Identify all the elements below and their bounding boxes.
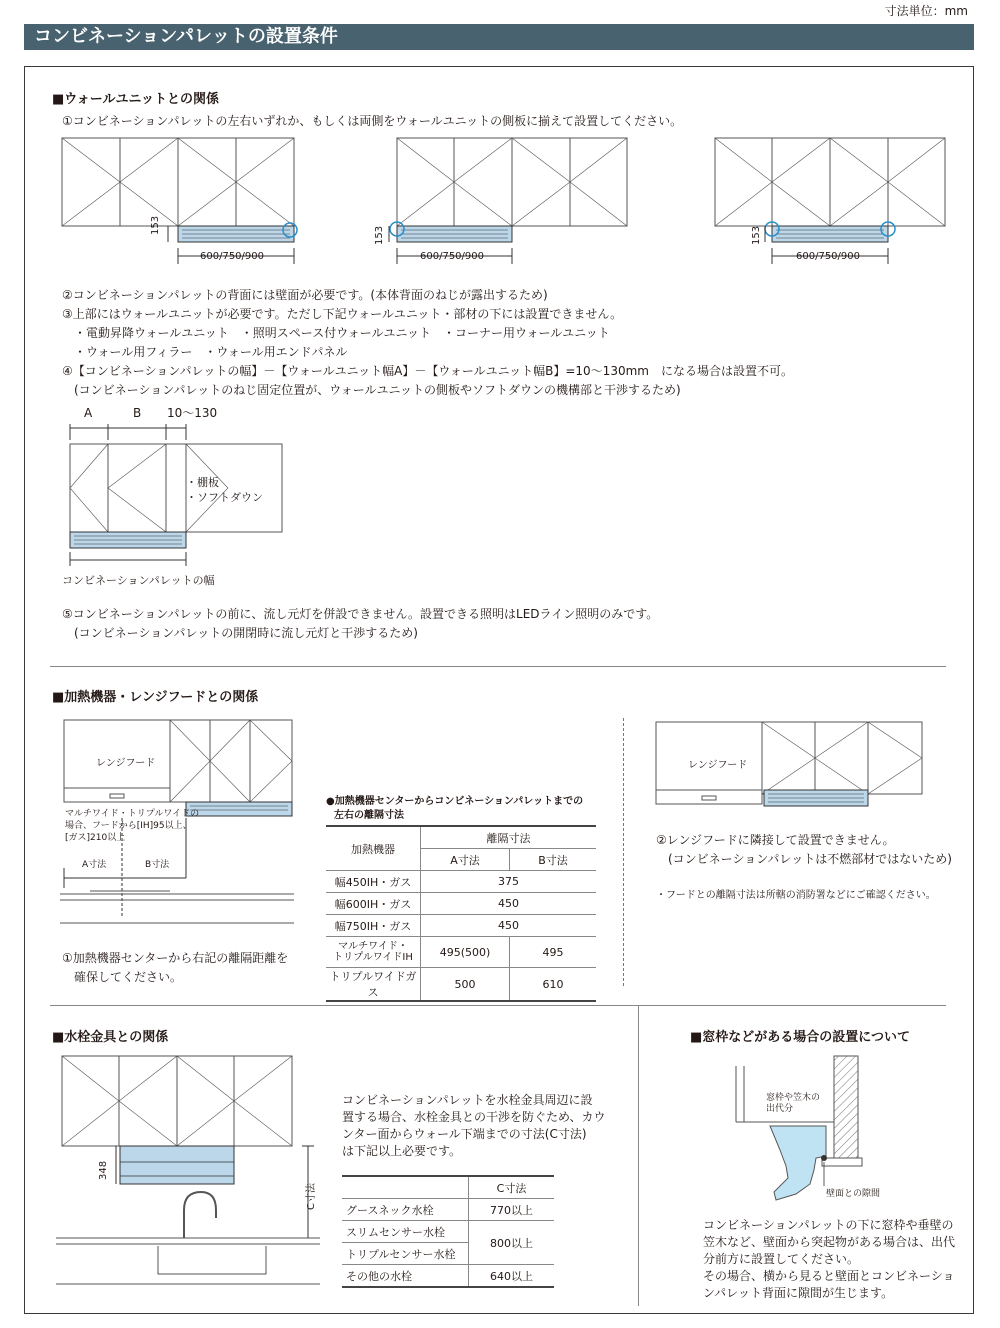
wall-diagram-1-height: 153: [150, 215, 161, 235]
a-dim-label: A寸法: [82, 860, 107, 870]
wall-note-3-list-1: ・電動昇降ウォールユニット ・照明スペース付ウォールユニット ・コーナー用ウォールユニット: [74, 326, 610, 340]
divider-1: [50, 666, 946, 667]
heat-table-head-device: 加熱機器: [326, 826, 421, 871]
heat-table-row: [326, 937, 596, 968]
faucet-desc: [342, 1092, 606, 1160]
window-desc-4: その場合、横から見ると壁面とコンビネーショ: [703, 1269, 955, 1283]
faucet-table-name: スリムセンサー水栓: [342, 1221, 469, 1243]
faucet-table: [342, 1175, 554, 1288]
heat-table-cell-a: 450: [421, 893, 597, 915]
window-frame-label-1: 窓枠や笠木の: [766, 1093, 821, 1103]
wall-note-4-sub: (コンビネーションパレットのねじ固定位置が、ウォールユニットの側板やソフトダウンの機構部と干渉するため): [74, 383, 681, 397]
wall-diagram-1: [50, 136, 310, 268]
heat-table-cell-b: 495: [510, 937, 597, 968]
faucet-table-row: [342, 1265, 554, 1288]
heat-table-head-b: B寸法: [510, 849, 597, 871]
faucet-table-value: 770以上: [469, 1199, 555, 1221]
b-dim-label: B寸法: [145, 860, 170, 870]
diag-range-label: 10～130: [167, 406, 218, 420]
hood-note-1: マルチワイド・トリプルワイドの: [65, 809, 200, 819]
heat-dashed-divider: [623, 718, 624, 986]
faucet-desc-1: コンビネーションパレットを水栓金具周辺に設: [342, 1093, 593, 1107]
heat-table-cell-b: 610: [510, 968, 597, 1002]
wall-note-5-sub: (コンビネーションパレットの開閉時に流し元灯と干渉するため): [74, 626, 418, 640]
section-heat-heading: ■加熱機器・レンジフードとの関係: [52, 690, 259, 705]
faucet-diagram: [56, 1052, 326, 1304]
heat-table-cell-a: 500: [421, 968, 510, 1002]
heat-table-row: [326, 915, 596, 937]
heat-table-head-a: A寸法: [421, 849, 510, 871]
divider-2: [50, 1005, 946, 1006]
heat-note-2-line-1: ②レンジフードに隣接して設置できません。: [656, 833, 895, 847]
diag-b-label: B: [133, 406, 142, 420]
faucet-table-value: 800以上: [469, 1221, 555, 1265]
wall-note-5: ⑤コンビネーションパレットの前に、流し元灯を併設できません。設置できる照明はLEDライン照明のみです。: [62, 607, 659, 621]
heat-table-cell-device-1: マルチワイド・: [338, 941, 408, 952]
wall-diagram-3-height: 153: [751, 225, 762, 245]
hood-label-left: レンジフード: [96, 758, 156, 769]
wall-diagram-4: [60, 420, 300, 570]
wall-diagram-2-width: 600/750/900: [420, 251, 484, 262]
heat-table-cell-a: 375: [421, 871, 597, 893]
wall-note-1: ①コンビネーションパレットの左右いずれか、もしくは両側をウォールユニットの側板に揃えて設置してください。: [62, 114, 683, 128]
faucet-table-value: 640以上: [469, 1265, 555, 1288]
hood-label-right: レンジフード: [688, 760, 748, 771]
section-window-heading: ■窓枠などがある場合の設置について: [690, 1030, 911, 1045]
wall-diagram-3: [703, 136, 963, 268]
diag-width-label: コンビネーションパレットの幅: [62, 574, 215, 587]
heat-note-1-line-1: ①加熱機器センターから右記の離隔距離を: [62, 951, 289, 965]
wall-diagram-3-width: 600/750/900: [796, 251, 860, 262]
heat-table-title-1: ●加熱機器センターからコンビネーションパレットまでの: [326, 796, 584, 807]
wall-note-3-list-2: ・ウォール用フィラー ・ウォール用エンドパネル: [74, 345, 348, 359]
divider-3: [638, 1006, 639, 1306]
faucet-table-name: トリプルセンサー水栓: [342, 1243, 469, 1265]
heat-table-row: [326, 893, 596, 915]
heat-table-head-dist: 離隔寸法: [421, 826, 597, 849]
window-frame-label: [766, 1093, 820, 1115]
heat-table-title: [326, 795, 583, 823]
faucet-table-row: [342, 1221, 554, 1243]
faucet-table-name: その他の水栓: [342, 1265, 469, 1288]
section-wall-heading: ■ウォールユニットとの関係: [52, 92, 219, 107]
wall-diagram-2-height: 153: [374, 225, 385, 245]
page-title: コンビネーションパレットの設置条件: [24, 24, 974, 50]
faucet-height-label: 348: [98, 1160, 109, 1180]
window-desc: [703, 1217, 955, 1302]
heat-note-1-line-2: 確保してください。: [74, 970, 183, 984]
heat-table: [326, 825, 596, 1002]
heat-table-cell-device: トリプルワイドガス: [326, 968, 421, 1002]
heat-note-3: ・フードとの離隔寸法は所轄の消防署などにご確認ください。: [656, 890, 936, 901]
wall-diagram-1-width: 600/750/900: [200, 251, 264, 262]
faucet-table-head: C寸法: [469, 1176, 555, 1199]
heat-table-cell-a: 495(500): [421, 937, 510, 968]
window-desc-5: ンパレット背面に隙間が生じます。: [703, 1286, 894, 1300]
heat-table-cell-device-2: トリプルワイドIH: [333, 952, 413, 963]
heat-table-cell-a: 450: [421, 915, 597, 937]
faucet-desc-3: ンター面からウォール下端までの寸法(C寸法): [342, 1127, 587, 1141]
heat-note-2-line-2: (コンビネーションパレットは不燃部材ではないため): [668, 852, 952, 866]
heat-table-cell-device: [326, 937, 421, 968]
wall-note-2: ②コンビネーションパレットの背面には壁面が必要です。(本体背面のねじが露出するため): [62, 288, 548, 302]
faucet-table-name: グースネック水栓: [342, 1199, 469, 1221]
wall-note-3: ③上部にはウォールユニットが必要です。ただし下記ウォールユニット・部材の下には設置できません。: [62, 307, 623, 321]
window-desc-1: コンビネーションパレットの下に窓枠や垂壁の: [703, 1218, 954, 1232]
heat-table-row: [326, 871, 596, 893]
wall-diagram-2: [385, 136, 645, 268]
window-diagram: [730, 1054, 870, 1204]
faucet-desc-2: 置する場合、水栓金具との干渉を防ぐため、カウ: [342, 1110, 606, 1124]
section-faucet-heading: ■水栓金具との関係: [52, 1030, 169, 1045]
faucet-c-label: C寸法: [306, 1183, 317, 1210]
heat-table-title-2: 左右の離隔寸法: [334, 810, 404, 821]
diag-a-label: A: [84, 406, 93, 420]
hood-note: [65, 808, 199, 844]
diag-softdown-label: ・ソフトダウン: [186, 491, 263, 504]
window-desc-2: 笠木など、壁面から突起物がある場合は、出代: [703, 1235, 956, 1249]
heat-table-cell-device: 幅750IH・ガス: [326, 915, 421, 937]
heat-table-cell-device: 幅600IH・ガス: [326, 893, 421, 915]
unit-label: 寸法単位：mm: [884, 4, 968, 18]
window-frame-label-2: 出代分: [766, 1104, 794, 1114]
wall-note-4: ④【コンビネーションパレットの幅】－【ウォールユニット幅A】－【ウォールユニット幅B】=10～130mm になる場合は設置不可。: [62, 364, 793, 378]
faucet-table-row: [342, 1199, 554, 1221]
faucet-desc-4: は下記以上必要です。: [342, 1144, 462, 1158]
window-gap-label: 壁面との隙間: [826, 1189, 881, 1199]
heat-table-row: [326, 968, 596, 1002]
hood-note-3: [ガス]210以上: [65, 833, 126, 843]
heat-table-cell-device: 幅450IH・ガス: [326, 871, 421, 893]
window-desc-3: 分前方に設置してください。: [703, 1252, 860, 1266]
diag-shelf-label: ・棚板: [186, 476, 219, 489]
hood-note-2: 場合、フードから[IH]95以上、: [65, 821, 192, 831]
